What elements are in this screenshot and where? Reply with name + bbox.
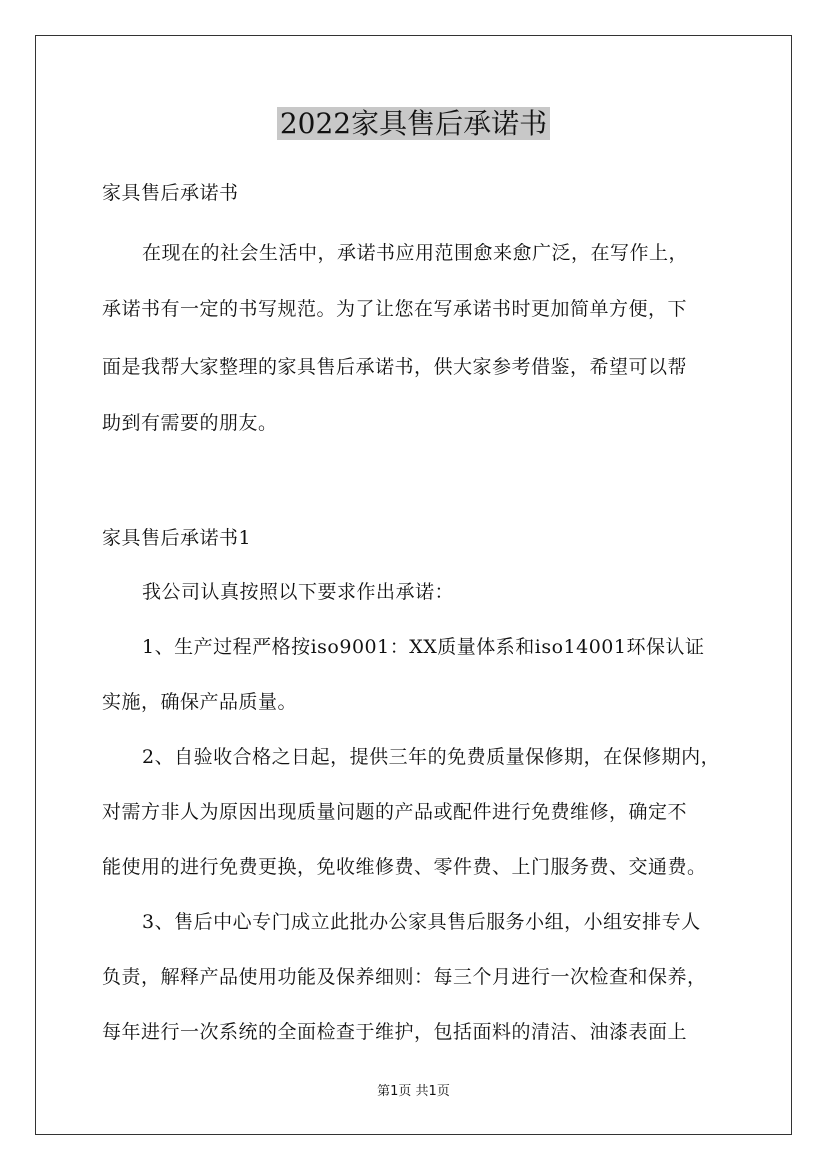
paragraph-line: 能使用的进行免费更换，免收维修费、零件费、上门服务费、交通费。 — [102, 856, 707, 878]
paragraph-line: 我公司认真按照以下要求作出承诺： — [142, 581, 455, 603]
paragraph-line: 面是我帮大家整理的家具售后承诺书，供大家参考借鉴，希望可以帮 — [102, 356, 688, 378]
paragraph-line: 3、售后中心专门成立此批办公家具售后服务小组，小组安排专人 — [142, 911, 701, 933]
paragraph-line: 对需方非人为原因出现质量问题的产品或配件进行免费维修，确定不 — [102, 801, 688, 823]
paragraph-line: 负责，解释产品使用功能及保养细则：每三个月进行一次检查和保养， — [102, 966, 707, 988]
paragraph-line: 在现在的社会生活中，承诺书应用范围愈来愈广泛，在写作上， — [142, 242, 689, 264]
page-footer: 第1页 共1页 — [377, 1084, 450, 1099]
document-title — [0, 104, 827, 144]
document-body — [102, 173, 740, 1052]
paragraph-line: 承诺书有一定的书写规范。为了让您在写承诺书时更加简单方便，下 — [102, 298, 688, 320]
paragraph-line: 2、自验收合格之日起，提供三年的免费质量保修期，在保修期内， — [142, 746, 721, 768]
section-heading: 家具售后承诺书1 — [102, 527, 252, 549]
section-heading: 家具售后承诺书 — [102, 182, 239, 204]
paragraph-line: 1、生产过程严格按iso9001：XX质量体系和iso14001环保认证 — [142, 636, 705, 658]
paragraph-line: 助到有需要的朋友。 — [102, 412, 278, 434]
paragraph-line: 每年进行一次系统的全面检查于维护，包括面料的清洁、油漆表面上 — [102, 1021, 688, 1043]
paragraph-line: 实施，确保产品质量。 — [102, 691, 298, 713]
document-title-text: 2022家具售后承诺书 — [277, 107, 550, 140]
